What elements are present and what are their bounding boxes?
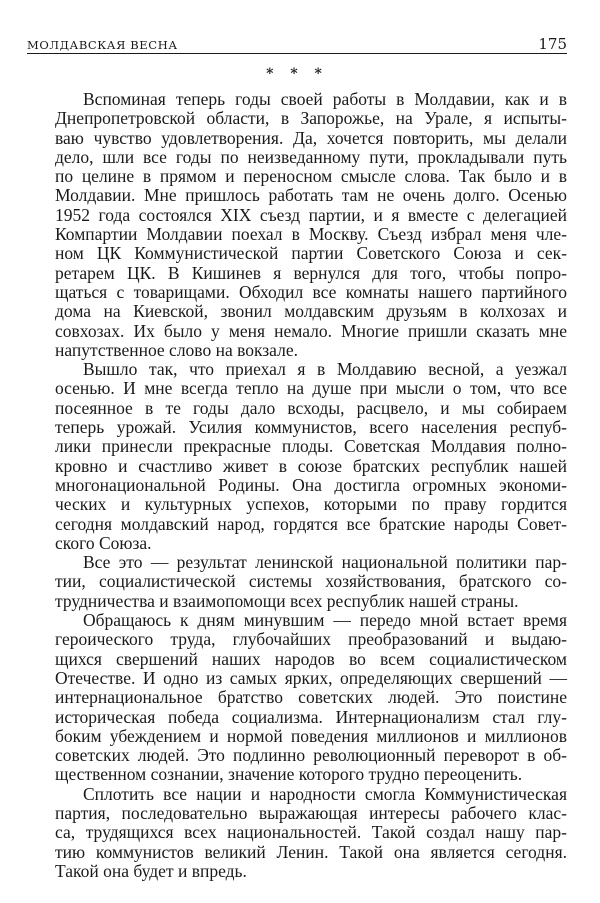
paragraph-2 xyxy=(27,360,567,553)
text-line: ном ЦК Коммунистической партии Советского Союза и сек- xyxy=(55,243,567,264)
text-line: Компартии Молдавии поехал в Москву. Съезд избрал меня чле- xyxy=(55,224,567,245)
text-line: 1952 года состоялся XIX съезд партии, и я вместе с делегацией xyxy=(55,204,567,225)
text-line: осенью. И мне всегда тепло на душе при мысли о том, что все xyxy=(55,378,567,399)
text-line: боким убеждением и нормой поведения миллионов и миллионов xyxy=(55,725,567,746)
text-line: трудничества и взаимопомощи всех республик нашей страны. xyxy=(55,590,519,611)
text-line: Вспоминая теперь годы своей работы в Молдавии, как и в xyxy=(83,89,567,109)
text-line: советских людей. Это подлинно революционный переворот в об- xyxy=(55,745,567,766)
section-break-asterisks: * * * xyxy=(266,66,328,82)
text-line: Отечестве. И одно из самых ярких, определяющих свершений — xyxy=(55,667,567,688)
text-line: ческих и культурных успехов, которыми по праву гордится xyxy=(55,494,567,515)
text-line: интернациональное братство советских людей. Это поистине xyxy=(55,687,567,708)
text-line: напутственное слово на вокзале. xyxy=(55,339,298,360)
text-line: Днепропетровской области, в Запорожье, на Урале, я испыты- xyxy=(55,108,567,129)
text-line: Молдавии. Мне пришлось работать там не очень долго. Осенью xyxy=(55,185,567,206)
text-line: партия, последовательно выражающая интересы рабочего клас- xyxy=(55,802,567,823)
text-line: Такой она будет и впредь. xyxy=(55,860,247,881)
paragraph-1 xyxy=(27,90,567,360)
text-line: щественном сознании, значение которого трудно переоценить. xyxy=(55,764,523,785)
text-line: ского Союза. xyxy=(55,532,152,553)
text-line: теперь урожай. Усилия коммунистов, всего населения респуб- xyxy=(55,417,567,438)
text-line: совхозах. Их было у меня немало. Многие пришли сказать мне xyxy=(55,320,567,341)
running-head xyxy=(27,32,567,54)
text-line: ретарем ЦК. В Кишинев я вернулся для того, чтобы попро- xyxy=(55,262,567,283)
text-line: по целине в прямом и переносном смысле слова. Так было и в xyxy=(55,166,567,187)
text-line: героического труда, глубочайших преобразований и выдаю- xyxy=(55,629,567,650)
text-line: Вышло так, что приехал я в Молдавию весной, а уезжал xyxy=(83,359,567,380)
text-line: кровно и счастливо живет в союзе братских республик нашей xyxy=(55,455,567,476)
text-line: дело, шли все годы по неизведанному пути, прокладывали путь xyxy=(55,146,567,167)
text-line: ваю чувство удовлетворения. Да, хочется повторить, мы делали xyxy=(55,127,567,148)
paragraph-3 xyxy=(27,553,567,611)
text-line: дома на Киевской, звонил молдавским друзьям в колхозах и xyxy=(55,301,567,322)
text-line: лики принесли прекрасные плоды. Советская Молдавия полно- xyxy=(55,436,567,457)
body-text xyxy=(27,90,567,881)
text-line: са, трудящихся всех национальностей. Такой создал нашу пар- xyxy=(55,822,567,843)
running-title: МОЛДАВСКАЯ ВЕСНА xyxy=(27,38,178,52)
page-number: 175 xyxy=(538,35,567,53)
text-line: тии, социалистической системы хозяйствования, братского со- xyxy=(55,571,567,592)
text-line: Обращаюсь к дням минувшим — передо мной встает время xyxy=(83,610,567,631)
text-line: историческая победа социализма. Интернационализм стал глу- xyxy=(55,706,567,727)
text-line: многонациональной Родины. Она достигла огромных экономи- xyxy=(55,474,567,495)
text-line: сегодня молдавский народ, гордятся все братские народы Совет- xyxy=(55,513,567,534)
paragraph-4 xyxy=(27,611,567,785)
text-line: Сплотить все нации и народности смогла Коммунистическая xyxy=(83,783,567,804)
text-line: тию коммунистов великий Ленин. Такой она является сегодня. xyxy=(55,841,567,862)
text-line: посеянное в те годы дало всходы, расцвело, и мы собираем xyxy=(55,397,567,418)
text-line: щихся свершений наших народов во всем социалистическом xyxy=(55,648,567,669)
text-line: Все это — результат ленинской национальной политики пар- xyxy=(83,552,567,573)
text-line: щаться с товарищами. Обходил все комнаты нашего партийного xyxy=(55,281,567,302)
paragraph-5 xyxy=(27,785,567,881)
